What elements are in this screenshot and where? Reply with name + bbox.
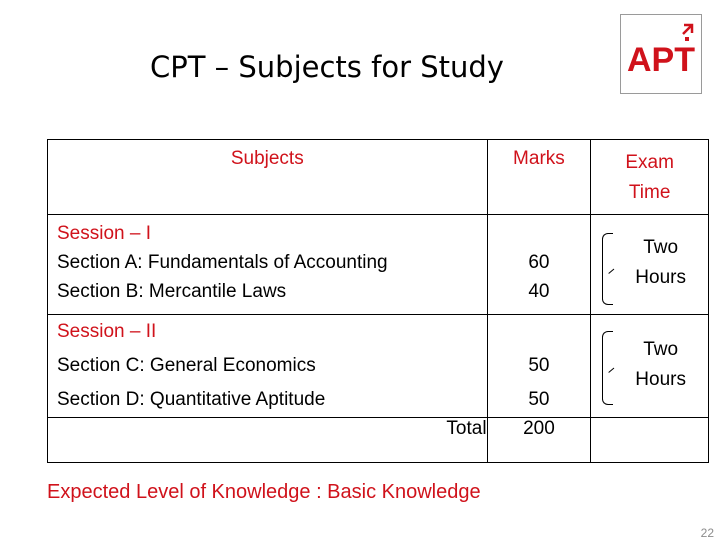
header-exam-line2: Time: [628, 182, 671, 203]
session1-marks-cell: [487, 215, 591, 315]
total-value: 200: [487, 418, 591, 463]
session2-subjects-cell: [48, 315, 488, 418]
header-exam-line1: Exam: [625, 152, 674, 173]
session2-name: Session – II: [57, 321, 157, 342]
subjects-table: [47, 139, 709, 463]
section-b-marks: 40: [528, 281, 550, 302]
logo-mark-icon: [621, 15, 701, 93]
logo-text: APT: [627, 41, 695, 79]
section-c-marks: 50: [528, 355, 550, 376]
apt-logo: [620, 14, 702, 94]
session1-subjects-cell: [48, 215, 488, 315]
section-a-marks: 60: [528, 252, 550, 273]
session2-time-cell: [591, 315, 709, 418]
brace-icon: [602, 233, 613, 305]
section-c-label: Section C: General Economics: [57, 355, 316, 376]
session1-time-line1: Two: [643, 237, 679, 258]
page-title: CPT – Subjects for Study: [150, 50, 504, 84]
header-exam-time: [591, 140, 709, 215]
session2-marks-cell: [487, 315, 591, 418]
total-empty-cell: [591, 418, 709, 463]
table-row: [48, 215, 709, 315]
total-label: Total: [48, 418, 488, 463]
table-row-total: [48, 418, 709, 463]
session1-time-line2: Hours: [635, 267, 686, 288]
session2-time-line2: Hours: [635, 369, 686, 390]
brace-icon: [602, 331, 613, 405]
table-header-row: [48, 140, 709, 215]
session1-name: Session – I: [57, 223, 151, 244]
session1-time-cell: [591, 215, 709, 315]
section-d-label: Section D: Quantitative Aptitude: [57, 389, 326, 410]
knowledge-level-note: Expected Level of Knowledge : Basic Knowledge: [47, 481, 481, 503]
section-d-marks: 50: [528, 389, 550, 410]
table-row: [48, 315, 709, 418]
section-b-label: Section B: Mercantile Laws: [57, 281, 287, 302]
page-number: 22: [700, 526, 714, 540]
header-marks: Marks: [487, 140, 591, 215]
session2-time-line1: Two: [643, 339, 679, 360]
header-subjects: Subjects: [48, 140, 488, 215]
section-a-label: Section A: Fundamentals of Accounting: [57, 252, 388, 273]
